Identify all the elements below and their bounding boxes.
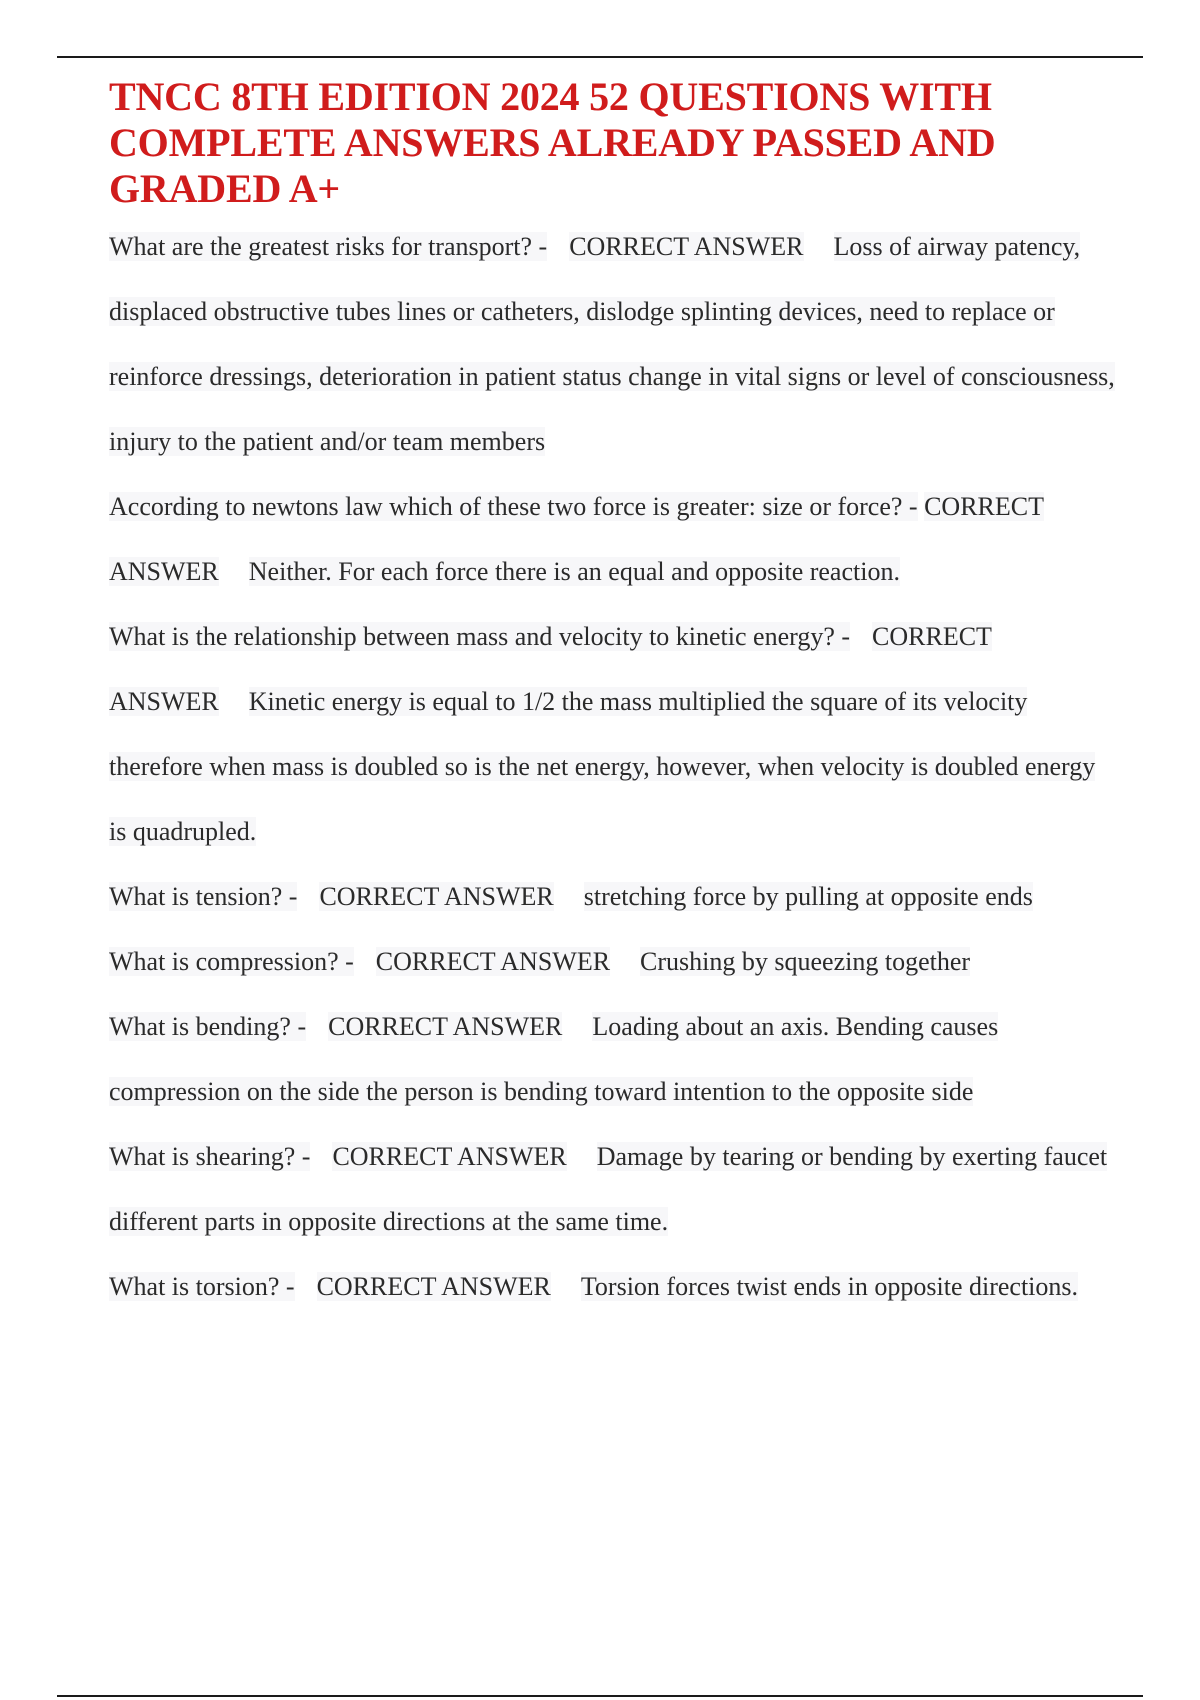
qa-item [109, 214, 1119, 474]
answer-text: Crushing by squeezing together [640, 947, 971, 976]
answer-text: Neither. For each force there is an equal and opposite reaction. [248, 557, 900, 586]
answer-label: CORRECT ANSWER [319, 882, 554, 911]
answer-text: Kinetic energy is equal to 1/2 the mass multiplied the square of its velocity therefore when mass is doubled so is the net energy, however, when velocity is doubled energy is quadrupled. [109, 687, 1096, 846]
answer-text: stretching force by pulling at opposite ends [583, 882, 1033, 911]
question-text: What is shearing? - [109, 1142, 311, 1171]
answer-label: CORRECT ANSWER [316, 1272, 551, 1301]
answer-label: CORRECT ANSWER [328, 1012, 563, 1041]
question-text: What is bending? - [109, 1012, 307, 1041]
answer-text: Damage by tearing or bending by exerting faucet different parts in opposite directions at the same time. [109, 1142, 1108, 1236]
document-title: TNCC 8TH EDITION 2024 52 QUESTIONS WITH COMPLETE ANSWERS ALREADY PASSED AND GRADED A+ [109, 74, 996, 211]
question-text: What is tension? - [109, 882, 298, 911]
answer-label: CORRECT ANSWER [332, 1142, 567, 1171]
qa-item [109, 994, 1119, 1124]
question-text: What is the relationship between mass and velocity to kinetic energy? - [109, 622, 851, 651]
question-text: According to newtons law which of these two force is greater: size or force? - [109, 492, 918, 521]
answer-label: CORRECT ANSWER [109, 492, 1044, 586]
qa-item [109, 1124, 1119, 1254]
question-text: What is compression? - [109, 947, 354, 976]
qa-item [109, 604, 1119, 864]
qa-list [109, 214, 1119, 1319]
qa-item [109, 929, 1119, 994]
question-text: What are the greatest risks for transport? - [109, 232, 548, 261]
answer-label: CORRECT ANSWER [109, 622, 992, 716]
answer-text: Torsion forces twist ends in opposite directions. [580, 1272, 1079, 1301]
answer-text: Loading about an axis. Bending causes compression on the side the person is bending toward intention to the opposite side [109, 1012, 999, 1106]
bottom-rule [57, 1695, 1143, 1697]
qa-item [109, 474, 1119, 604]
top-rule [57, 56, 1143, 58]
qa-item [109, 864, 1119, 929]
answer-text: Loss of airway patency, displaced obstructive tubes lines or catheters, dislodge splinting devices, need to replace or reinforce dressings, deterioration in patient status change in vital signs or level of consciousness, injury to the patient and/or team members [109, 232, 1115, 456]
qa-item [109, 1254, 1119, 1319]
answer-label: CORRECT ANSWER [569, 232, 804, 261]
question-text: What is torsion? - [109, 1272, 295, 1301]
document-body [109, 74, 1119, 1319]
answer-label: CORRECT ANSWER [375, 947, 611, 976]
